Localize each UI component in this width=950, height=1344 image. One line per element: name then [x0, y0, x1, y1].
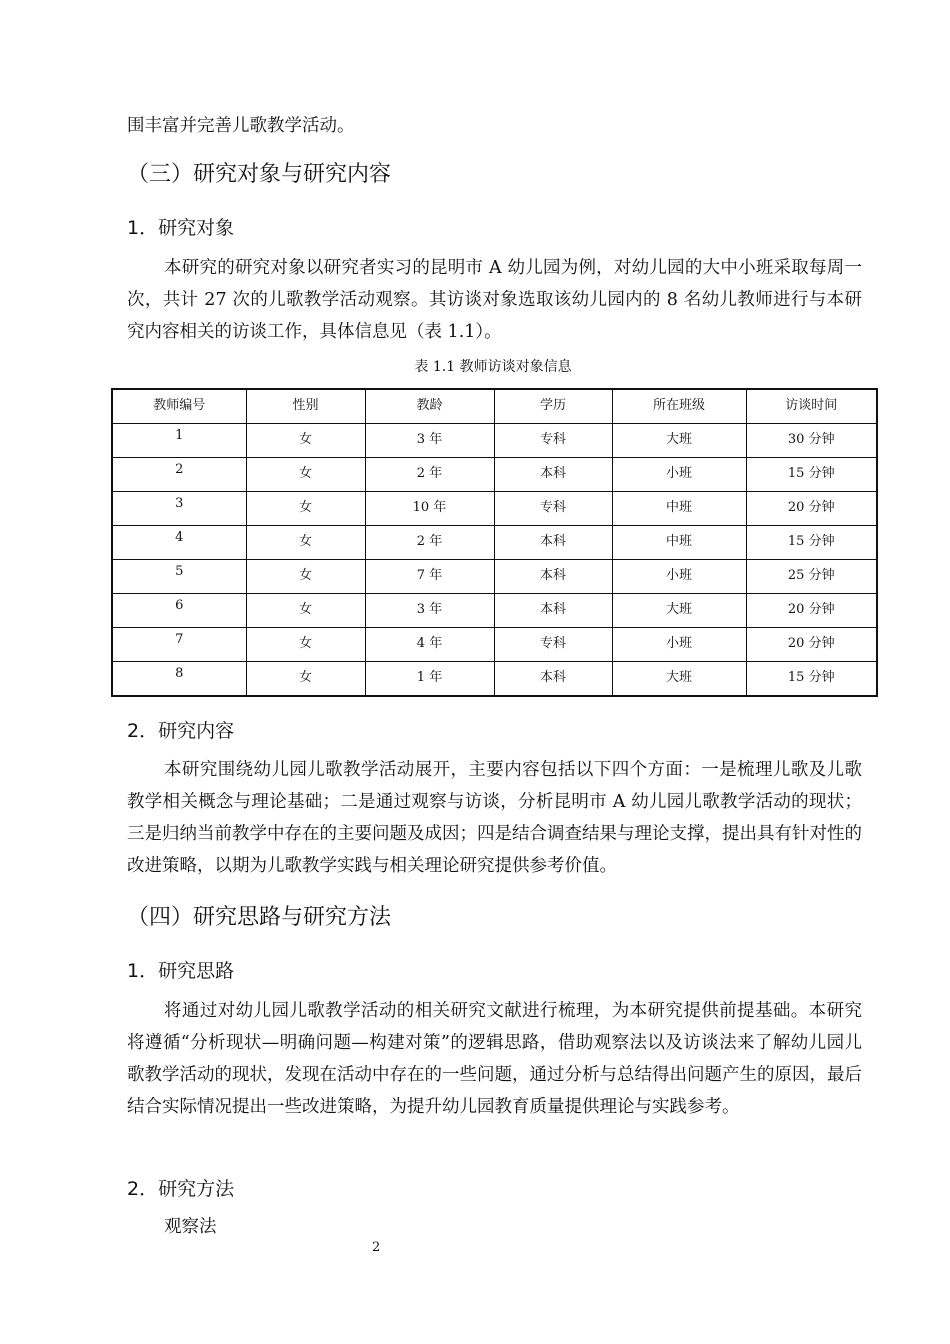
table-cell: 20 分钟 — [746, 492, 877, 526]
table-cell: 女 — [246, 424, 365, 458]
table-cell: 3 — [112, 492, 246, 526]
subheading-research-content: 2．研究内容 — [127, 720, 235, 742]
section-heading-4: （四）研究思路与研究方法 — [127, 905, 392, 930]
page-number: 2 — [372, 1240, 381, 1255]
teacher-info-table — [111, 388, 878, 697]
subheading-research-method: 2．研究方法 — [127, 1178, 235, 1200]
table-row — [112, 492, 877, 526]
table-cell: 30 分钟 — [746, 424, 877, 458]
table-cell: 15 分钟 — [746, 662, 877, 697]
table-cell: 6 — [112, 594, 246, 628]
table-cell: 本科 — [494, 560, 612, 594]
table-cell: 8 — [112, 662, 246, 697]
table-cell: 专科 — [494, 424, 612, 458]
table-cell: 中班 — [612, 526, 746, 560]
table-cell: 15 分钟 — [746, 526, 877, 560]
table-cell: 本科 — [494, 526, 612, 560]
paragraph-continuation: 围丰富并完善儿歌教学活动。 — [127, 116, 355, 136]
table-cell: 女 — [246, 526, 365, 560]
table-caption: 表 1.1 教师访谈对象信息 — [414, 359, 572, 375]
header-cell: 性别 — [246, 389, 365, 424]
table-cell: 小班 — [612, 628, 746, 662]
table-cell: 20 分钟 — [746, 628, 877, 662]
table-row — [112, 560, 877, 594]
table-cell: 1 — [112, 424, 246, 458]
table-cell: 小班 — [612, 560, 746, 594]
table-row — [112, 662, 877, 697]
table-cell: 2 年 — [365, 458, 494, 492]
table-cell: 4 — [112, 526, 246, 560]
table-cell: 15 分钟 — [746, 458, 877, 492]
table-cell: 20 分钟 — [746, 594, 877, 628]
header-cell: 教师编号 — [112, 389, 246, 424]
table-cell: 4 年 — [365, 628, 494, 662]
table-cell: 本科 — [494, 458, 612, 492]
table-cell: 25 分钟 — [746, 560, 877, 594]
table-cell: 本科 — [494, 662, 612, 697]
table-cell: 5 — [112, 560, 246, 594]
table-cell: 女 — [246, 492, 365, 526]
table-row — [112, 526, 877, 560]
table-cell: 专科 — [494, 492, 612, 526]
header-cell: 访谈时间 — [746, 389, 877, 424]
subheading-research-idea: 1．研究思路 — [127, 960, 235, 982]
table-cell: 女 — [246, 458, 365, 492]
table-row — [112, 424, 877, 458]
subheading-research-object: 1．研究对象 — [127, 217, 235, 239]
section-heading-3: （三）研究对象与研究内容 — [127, 162, 392, 187]
table-cell: 本科 — [494, 594, 612, 628]
header-cell: 学历 — [494, 389, 612, 424]
table-cell: 3 年 — [365, 594, 494, 628]
header-cell: 所在班级 — [612, 389, 746, 424]
table-cell: 7 — [112, 628, 246, 662]
paragraph-method-observation: 观察法 — [164, 1217, 217, 1237]
header-cell: 教龄 — [365, 389, 494, 424]
table-cell: 专科 — [494, 628, 612, 662]
table-cell: 大班 — [612, 424, 746, 458]
table-cell: 2 年 — [365, 526, 494, 560]
table-cell: 1 年 — [365, 662, 494, 697]
table-cell: 女 — [246, 628, 365, 662]
table-header-row — [112, 389, 877, 424]
table-row — [112, 628, 877, 662]
paragraph-research-idea: 将通过对幼儿园儿歌教学活动的相关研究文献进行梳理，为本研究提供前提基础。本研究将遵循“分析现状—明确问题—构建对策”的逻辑思路，借助观察法以及访谈法来了解幼儿园儿歌教学活动的现状，发现在活动中存在的一些问题，通过分析与总结得出问题产生的原因，最后结合实际情况提出一些改进策略，为提升幼儿园教育质量提供理论与实践参考。 — [127, 1001, 862, 1117]
table-cell: 小班 — [612, 458, 746, 492]
table-cell: 3 年 — [365, 424, 494, 458]
table-row — [112, 458, 877, 492]
paragraph-research-content: 本研究围绕幼儿园儿歌教学活动展开，主要内容包括以下四个方面：一是梳理儿歌及儿歌教学相关概念与理论基础；二是通过观察与访谈，分析昆明市 A 幼儿园儿歌教学活动的现状；三是归纳当前教学中存在的主要问题及成因；四是结合调查结果与理论支撑，提出具有针对性的改进策略，以期为儿歌教学实践与相关理论研究提供参考价值。 — [127, 760, 862, 876]
table-cell: 大班 — [612, 594, 746, 628]
table-cell: 7 年 — [365, 560, 494, 594]
table-cell: 女 — [246, 662, 365, 697]
table-cell: 中班 — [612, 492, 746, 526]
paragraph-research-object: 本研究的研究对象以研究者实习的昆明市 A 幼儿园为例，对幼儿园的大中小班采取每周一次，共计 27 次的儿歌教学活动观察。其访谈对象选取该幼儿园内的 8 名幼儿教师进行与本研究内容相关的访谈工作，具体信息见（表 1.1）。 — [127, 258, 862, 342]
table-row — [112, 594, 877, 628]
table-cell: 10 年 — [365, 492, 494, 526]
table-cell: 大班 — [612, 662, 746, 697]
table-cell: 2 — [112, 458, 246, 492]
table-cell: 女 — [246, 560, 365, 594]
table-cell: 女 — [246, 594, 365, 628]
